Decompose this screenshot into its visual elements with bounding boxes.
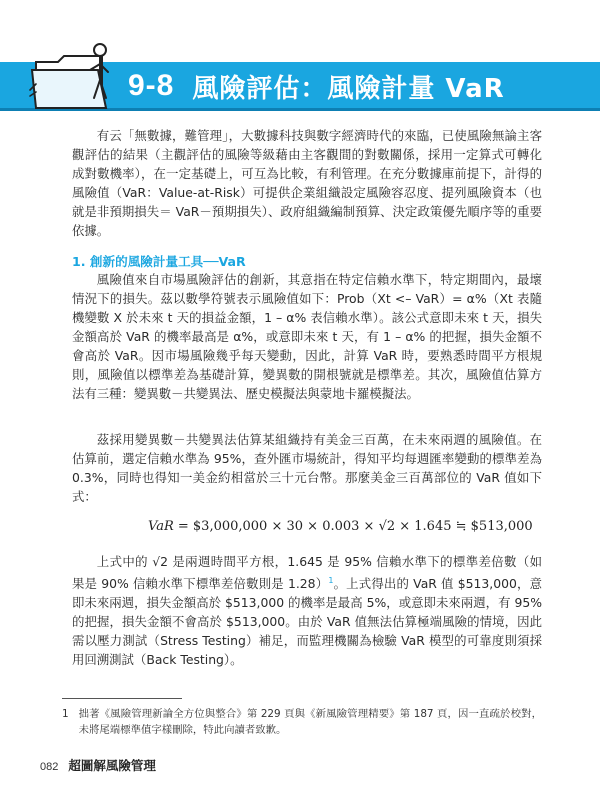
footnote	[62, 706, 542, 738]
example-paragraph: 茲採用變異數－共變異法估算某組織持有美金三百萬，在未來兩週的風險值。在估算前，選定信賴水準為 95%，查外匯市場統計，得知平均每週匯率變動的標準差為 0.3%，同時也得知一美金約相當於三十元台幣。那麼美金三百萬部位的 VaR 值如下式：	[72, 432, 542, 504]
explanation-paragraph	[72, 552, 542, 669]
page-footer	[40, 756, 156, 774]
page-number: 082	[40, 761, 59, 773]
explanation-text: 上式中的 √2 是兩週時間平方根，1.645 是 95% 信賴水準下的標準差倍數（如果是 90% 信賴水準下標準差倍數則是 1.28）	[72, 554, 542, 592]
folder-with-person-icon	[28, 40, 114, 110]
chapter-title: 風險評估：風險計量 VaR	[192, 73, 505, 104]
chapter-heading	[128, 62, 505, 110]
formula-variable: VaR	[148, 519, 174, 534]
formula-expression: = $3,000,000 × 30 × 0.003 × √2 × 1.645 ≒ $513,000	[177, 519, 533, 534]
explanation-tail: 。上式得出的 VaR 值 $513,000，意即未來兩週，損失金額高於 $513,000 的機率是最高 5%，或意即未來兩週，有 95% 的把握，損失金額不會高於 $513,000。由於 VaR 值無法估算極端風險的情境，因此需以壓力測試（Stress Testing）補足，而監理機關為檢驗 VaR 模型的可靠度則須採用回溯測試（Back Testing）。	[72, 576, 542, 668]
footnote-text: 拙著《風險管理新論全方位與整合》第 229 頁與《新風險管理精要》第 187 頁，因一直疏於校對，未將尾端標準值字樣刪除，特此向讀者致歉。	[78, 708, 542, 736]
book-title: 超圖解風險管理	[68, 758, 156, 773]
footnote-number: 1	[62, 708, 69, 720]
section-heading: 1. 創新的風險計量工具──VaR	[72, 254, 246, 269]
var-formula	[148, 519, 533, 534]
footnote-reference[interactable]: 1	[328, 576, 334, 585]
chapter-number: 9-8	[128, 69, 175, 102]
footnote-divider	[62, 698, 182, 699]
definition-paragraph: 風險值來自市場風險評估的創新，其意指在特定信賴水準下，特定期間內，最壞情況下的損失。茲以數學符號表示風險值如下：Prob（Xt <– VaR）= α%（Xt 表隨機變數 X 於未來 t 天的損益金額，1 – α% 表信賴水準）。該公式意即未來 t 天，損失金額高於 VaR 的機率最高是 α%，或意即未來 t 天，有 1 – α% 的把握，損失金額不會高於 VaR。因市場風險幾乎每天變動，因此，計算 VaR 時，要熟悉時間平方根規則，風險值以標準差為基礎計算，變異數的開根號就是標準差。其次，風險值估算方法有三種：變異數－共變異法、歷史模擬法與蒙地卡羅模擬法。	[72, 272, 542, 401]
intro-paragraph: 有云「無數據，難管理」，大數據科技與數字經濟時代的來臨，已使風險無論主客觀評估的結果（主觀評估的風險等級藉由主客觀間的對數關係，採用一定算式可轉化成對數機率），在一定基礎上，可互為比較，有利管理。在充分數據庫前提下，計得的風險值（VaR：Value-at-Risk）可提供企業組織設定風險容忍度、提列風險資本（也就是非預期損失＝ VaR－預期損失）、政府組織編制預算、決定政策優先順序等的重要依據。	[72, 128, 542, 238]
